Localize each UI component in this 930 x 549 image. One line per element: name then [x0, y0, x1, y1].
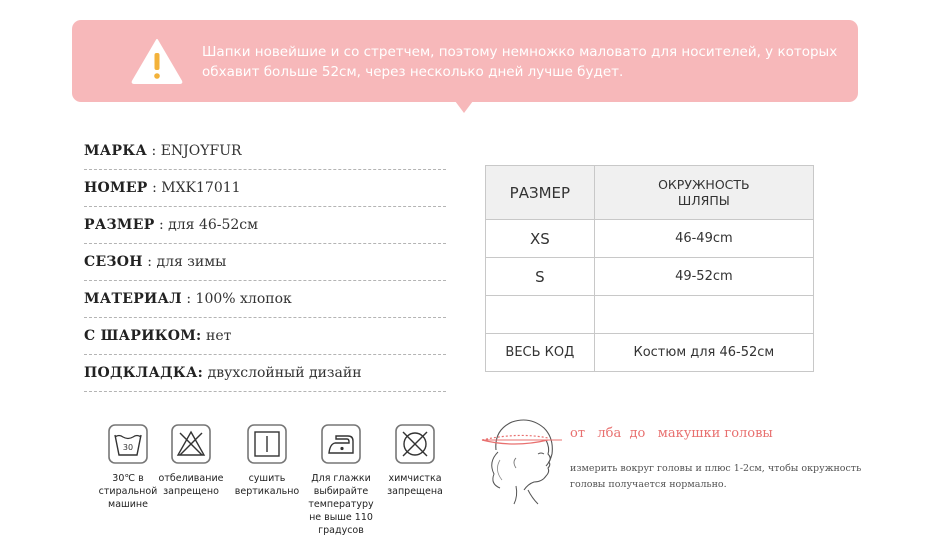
- spec-label: С ШАРИКОМ:: [84, 328, 202, 344]
- care-label: сушить вертикально: [234, 473, 300, 497]
- spec-label: НОМЕР: [84, 180, 148, 196]
- care-item-dryclean: [370, 424, 460, 498]
- care-label: отбеливание запрещено: [158, 473, 224, 497]
- no-dry-clean-icon: [395, 424, 435, 464]
- table-row: [486, 258, 814, 296]
- spec-row-season: [84, 244, 446, 281]
- table-cell-circumference: 46-49cm: [594, 220, 813, 258]
- spec-label: МАТЕРИАЛ: [84, 291, 182, 307]
- spec-value: двухслойный дизайн: [203, 365, 362, 381]
- care-label: 30℃ в стиральной машине: [98, 473, 158, 510]
- spec-list: [84, 133, 446, 392]
- spec-value: : ENJOYFUR: [147, 143, 242, 159]
- table-row: [486, 296, 814, 334]
- notice-tail: [455, 101, 473, 113]
- spec-label: СЕЗОН: [84, 254, 143, 270]
- table-cell-circumference: Костюм для 46-52см: [594, 334, 813, 372]
- spec-label: ПОДКЛАДКА:: [84, 365, 204, 381]
- spec-value: : для зимы: [142, 254, 227, 270]
- table-cell-circumference: [594, 296, 813, 334]
- header-circumference-label: ОКРУЖНОСТЬ ШЛЯПЫ: [658, 176, 750, 208]
- notice-text: Шапки новейшие и со стретчем, поэтому немножко маловато для носителей, у которых обхавит больше 52см, через несколько дней лучше будет.: [202, 44, 838, 80]
- table-row: [486, 220, 814, 258]
- measure-note: измерить вокруг головы и плюс 1-2см, чтобы окружность головы получается нормально.: [570, 463, 862, 490]
- spec-value: : 100% хлопок: [181, 291, 292, 307]
- table-cell-circumference: 49-52cm: [594, 258, 813, 296]
- care-label: Для глажки выбирайте температуру не выше 110 градусов: [308, 473, 374, 536]
- table-cell-size: XS: [486, 220, 595, 258]
- warning-icon: [130, 37, 184, 85]
- care-label: химчистка запрещена: [387, 473, 443, 497]
- spec-row-number: [84, 170, 446, 207]
- table-cell-size: ВЕСЬ КОД: [486, 334, 595, 372]
- spec-row-size: [84, 207, 446, 244]
- dry-vertical-icon: [247, 424, 287, 464]
- spec-label: МАРКА: [84, 143, 148, 159]
- size-table: [485, 165, 814, 372]
- wash-30-icon: [108, 424, 148, 464]
- notice-banner: [72, 20, 858, 102]
- spec-value: : для 46-52см: [154, 217, 259, 233]
- spec-value: нет: [201, 328, 232, 344]
- svg-text:30: 30: [122, 443, 134, 452]
- spec-value: : MXK17011: [147, 180, 241, 196]
- head-measure-illustration: [478, 410, 564, 506]
- spec-row-pompom: [84, 318, 446, 355]
- iron-low-icon: [321, 424, 361, 464]
- spec-row-material: [84, 281, 446, 318]
- spec-label: РАЗМЕР: [84, 217, 155, 233]
- table-header-row: [486, 166, 814, 220]
- spec-row-lining: [84, 355, 446, 392]
- header-circumference: [594, 166, 813, 220]
- measure-title: от лба до макушки головы: [570, 426, 773, 441]
- table-cell-size: [486, 296, 595, 334]
- table-row: [486, 334, 814, 372]
- spec-row-brand: [84, 133, 446, 170]
- header-size: РАЗМЕР: [486, 166, 595, 220]
- table-cell-size: S: [486, 258, 595, 296]
- no-bleach-icon: [171, 424, 211, 464]
